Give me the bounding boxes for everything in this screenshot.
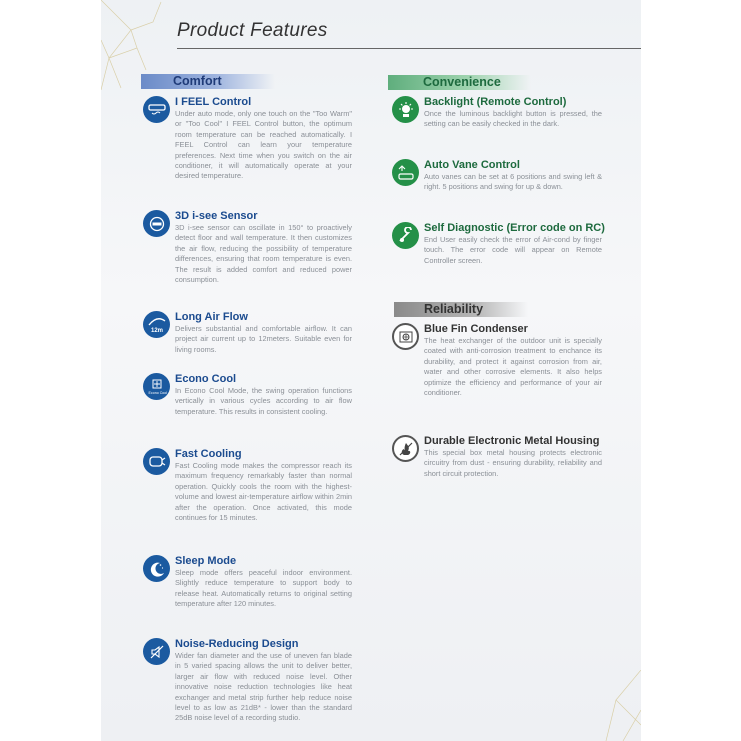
auto-vane-icon [392,159,419,186]
feature-title: Econo Cool [175,373,237,385]
feature-description: The heat exchanger of the outdoor unit is specially coated with anti-corrosion treatment to enchance its durability, and protect it against corrosion from air, water and other corrosive elements. It also helps optimize the efficiency and performance of your air conditioner. [424,336,602,398]
feature-description: End User easily check the error of Air-cond by finger touch. The error code will appear on Remote Controller screen. [424,235,602,265]
feature-description: Once the luminous backlight button is pressed, the setting can be easily checked in the dark. [424,109,602,129]
feature-title: Blue Fin Condenser [424,323,528,335]
feature-title: Durable Electronic Metal Housing [424,435,600,447]
feature-title: Backlight (Remote Control) [424,96,567,108]
feature-title: Fast Cooling [175,448,242,460]
brochure-page [101,0,641,741]
feature-title: Self Diagnostic (Error code on RC) [424,222,605,234]
self-diagnostic-icon [392,222,419,249]
3d-sensor-icon [143,210,170,237]
feature-title: I FEEL Control [175,96,252,108]
geometric-decoration-bottom [601,670,641,741]
section-header-comfort: Comfort [141,74,275,89]
fast-cooling-icon [143,448,170,475]
feature-description: Delivers substantial and comfortable airflow. It can project air current up to 12meters. Suitable even for living rooms. [175,324,352,354]
feature-description: Auto vanes can be set at 6 positions and swing left & right. 5 positions and swing for up & down. [424,172,602,192]
backlight-icon [392,96,419,123]
page-title: Product Features [177,20,328,41]
feature-description: Sleep mode offers peaceful indoor environment. Slightly reduce temperature to support body to release heat. Automatically returns to original setting temperature after 120 minutes. [175,568,352,609]
feature-description: This special box metal housing protects electronic circuitry from dust - ensuring durability, reliability and short circuit protection. [424,448,602,478]
section-header-reliability: Reliability [394,302,528,317]
blue-fin-icon [392,323,419,350]
svg-text:12m: 12m [150,327,163,334]
feature-title: Noise-Reducing Design [175,638,299,650]
feature-title: Auto Vane Control [424,159,520,171]
feature-description: Under auto mode, only one touch on the "Too Warm" or "Too Cool" I FEEL Control button, the optimum room temperature can be reached automatically. I FEEL Control can learn your temperature preferences. Next time when you switch on the air conditioner, it will automatically operate at your desired temperature. [175,109,352,181]
feature-title: Sleep Mode [175,555,237,567]
econo-cool-icon [143,373,170,400]
feature-title: 3D i-see Sensor [175,210,258,222]
feature-title: Long Air Flow [175,311,248,323]
title-divider [177,48,641,49]
svg-text:Econo Cool: Econo Cool [148,390,167,395]
long-air-flow-icon [143,311,170,338]
feature-description: Fast Cooling mode makes the compressor reach its maximum frequency remarkably faster than normal operation. Quickly cools the room with the highest-volume and lowest air-temperature airflow within 2min after the operation. Once activated, this mode continues for 15 minutes. [175,461,352,523]
section-header-convenience: Convenience [388,75,531,90]
noise-reducing-icon [143,638,170,665]
i-feel-icon [143,96,170,123]
feature-description: 3D i-see sensor can oscillate in 150° to proactively detect floor and wall temperature. It then customizes the air flow, reducing the possibility of temperature differences, ensuring that room temperature is even. The result is added comfort and reduced power consumption. [175,223,352,285]
feature-description: Wider fan diameter and the use of uneven fan blade in 5 varied spacing allows the unit to deliver better, larger air flow with reduced noise level. Other innovative noise reduction technologies like heat exchanger and metal strip further help reduce noise level to as low as 21dB* - lower than the standard 25dB noise level of a recording studio. [175,651,352,723]
sleep-mode-icon [143,555,170,582]
feature-description: In Econo Cool Mode, the swing operation functions vertically in various cycles according to air flow temperature. This results in consistent cooling. [175,386,352,416]
metal-housing-icon [392,435,419,462]
